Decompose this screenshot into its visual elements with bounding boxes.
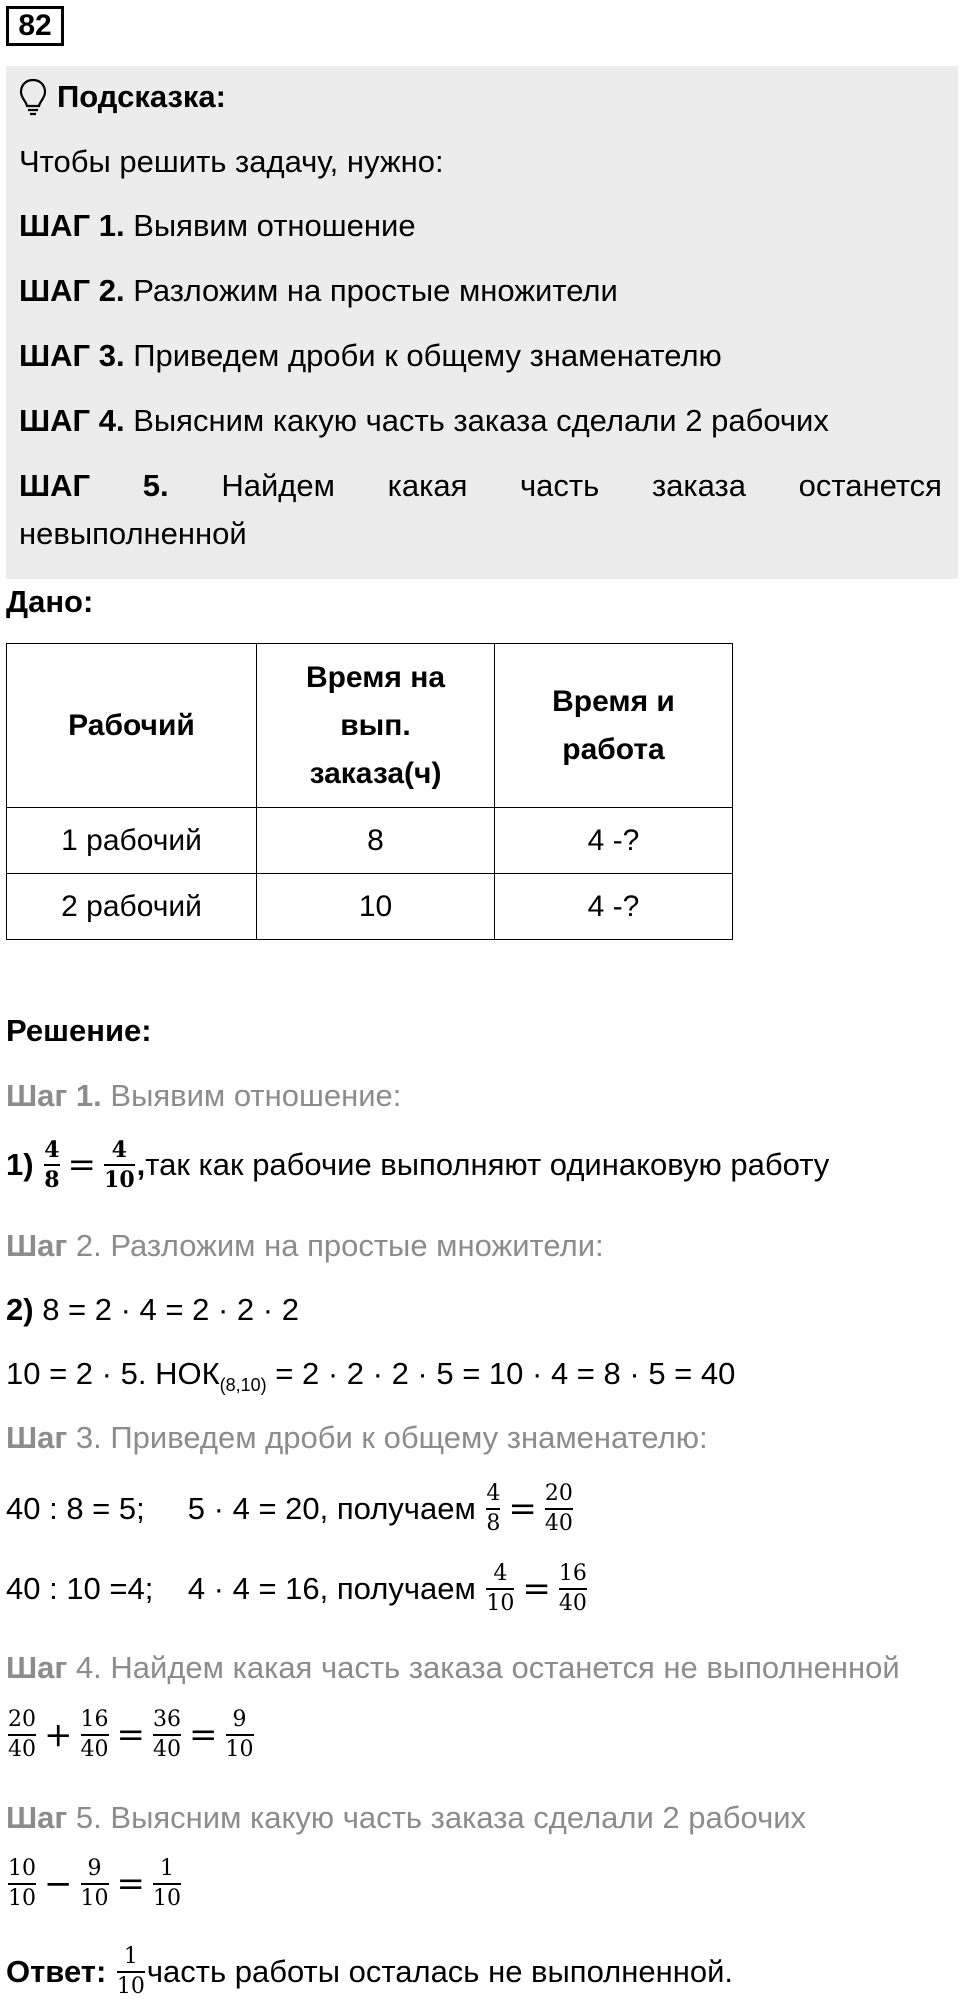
answer-line: Ответ: $\frac{1}{10}$ часть работы осталась не выполненной. — [6, 1944, 733, 1999]
hint-intro: Чтобы решить задачу, нужно: — [19, 144, 444, 179]
table-cell: 8 — [257, 808, 495, 874]
step-4-heading: Шаг 4. Найдем какая часть заказа останется не выполненной — [6, 1650, 900, 1685]
fraction: $\frac{4}{8}$ — [486, 1481, 501, 1536]
hint-step-3: ШАГ 3. Приведем дроби к общему знаменателю — [19, 338, 722, 373]
fraction: $\frac{1}{10}$ — [153, 1856, 181, 1911]
step-1-heading: Шаг 1. Выявим отношение: — [6, 1078, 402, 1113]
hint-step-2: ШАГ 2. Разложим на простые множители — [19, 273, 618, 308]
solution-line-2: 2) 8 = 2 · 4 = 2 · 2 · 2 — [6, 1292, 299, 1327]
hint-step-5-cont: невыполненной — [19, 516, 247, 551]
hint-title-text: Подсказка: — [57, 79, 226, 114]
lightbulb-icon — [19, 78, 47, 116]
table-row — [7, 874, 733, 940]
table-header-cell: Время и работа — [495, 644, 733, 808]
table-cell: 4 -? — [495, 808, 733, 874]
table-header-cell: Время на вып. заказа(ч) — [257, 644, 495, 808]
solution-line-7: $\frac{10}{10}$ − $\frac{9}{10}$ = $\frac{1}{10}$ — [8, 1856, 181, 1911]
fraction: $\frac{10}{10}$ — [8, 1856, 36, 1911]
table-header-row — [7, 644, 733, 808]
step-3-heading: Шаг 3. Приведем дроби к общему знаменателю: — [6, 1420, 708, 1455]
solution-line-4: 40 : 8 = 5; 5 · 4 = 20, получаем $\frac{4}{8}$ = $\frac{20}{40}$ — [6, 1481, 573, 1536]
fraction: $\frac{9}{10}$ — [225, 1707, 254, 1762]
fraction: $\frac{20}{40}$ — [544, 1481, 573, 1536]
hint-box — [6, 66, 958, 579]
fraction: $\frac{4}{10}$ — [486, 1561, 515, 1616]
solution-line-3: 10 = 2 · 5. $НОК_{(8,10)} = 2 \cdot 2 \cdot 2 \cdot 5 = 10 \cdot 4 = 8 \cdot 5 = 40$ — [6, 1356, 736, 1396]
hint-step-4: ШАГ 4. Выясним какую часть заказа сделали 2 рабочих — [19, 403, 829, 438]
fraction: $\frac{16}{40}$ — [558, 1561, 587, 1616]
fraction: $\frac{16}{40}$ — [80, 1707, 109, 1762]
table-row — [7, 808, 733, 874]
given-title: Дано: — [6, 584, 94, 619]
fraction: $\frac{4}{10}$ — [104, 1137, 135, 1193]
solution-line-6: $\frac{20}{40}$ + $\frac{16}{40}$ = $\frac{36}{40}$ = $\frac{9}{10}$ — [8, 1707, 254, 1762]
table-cell: 10 — [257, 874, 495, 940]
table-cell: 1 рабочий — [7, 808, 257, 874]
table-header-cell: Рабочий — [7, 644, 257, 808]
fraction: $\frac{1}{10}$ — [116, 1944, 145, 1999]
fraction: $\frac{36}{40}$ — [153, 1707, 181, 1762]
table-cell: 2 рабочий — [7, 874, 257, 940]
table-cell: 4 -? — [495, 874, 733, 940]
fraction: $\frac{4}{8}$ — [44, 1137, 60, 1193]
step-5-heading: Шаг 5. Выясним какую часть заказа сделали 2 рабочих — [6, 1800, 807, 1835]
hint-step-5: ШАГ 5. Найдем какая часть заказа останется — [19, 468, 942, 503]
solution-title: Решение: — [6, 1013, 152, 1048]
fraction: $\frac{9}{10}$ — [80, 1856, 109, 1911]
step-2-heading: Шаг 2. Разложим на простые множители: — [6, 1228, 604, 1263]
fraction: $\frac{20}{40}$ — [8, 1707, 36, 1762]
given-table — [6, 643, 733, 940]
hint-step-1: ШАГ 1. Выявим отношение — [19, 208, 416, 243]
solution-line-1: 1) $\frac{4}{8}$ = $\frac{4}{10}$ , так как рабочие выполняют одинаковую работу — [6, 1137, 830, 1193]
solution-line-5: 40 : 10 =4; 4 · 4 = 16, получаем $\frac{4}{10}$ = $\frac{16}{40}$ — [6, 1561, 587, 1616]
hint-title — [19, 78, 942, 116]
task-number: 82 — [6, 6, 64, 46]
